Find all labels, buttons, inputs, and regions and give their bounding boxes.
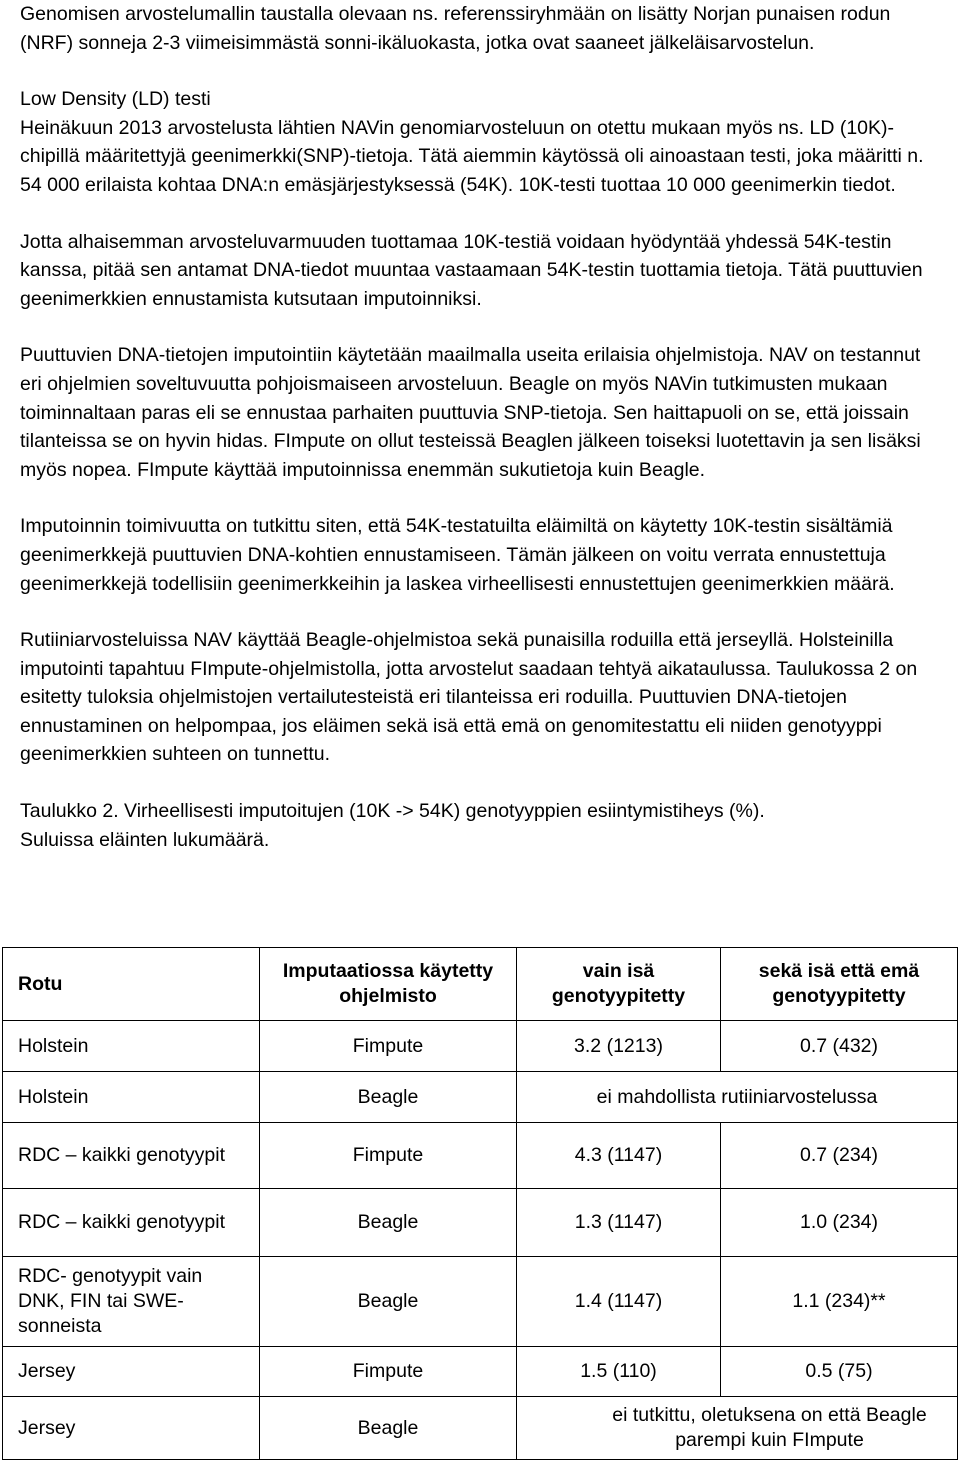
- results-table: [2, 947, 958, 1460]
- cell-breed: RDC – kaikki genotyypit: [3, 1123, 260, 1189]
- cell-software: Beagle: [260, 1257, 517, 1347]
- cell-breed: RDC- genotyypit vain DNK, FIN tai SWE-sonneista: [3, 1257, 260, 1347]
- paragraph-software: Puuttuvien DNA-tietojen imputointiin käytetään maailmalla useita erilaisia ohjelmistoja. NAV on testannut eri ohjelmien soveltuvuutta pohjoismaiseen arvosteluun. Beagle on myös NAVin tutkimusten mukaan toiminnaltaan paras eli se ennustaa parhaiten puuttuvia SNP-tietoja. Sen haittapuoli on se, että joissain tilanteissa se on hyvin hidas. FImpute on ollut testeissä Beaglen jälkeen toiseksi luotettavin ja sen lisäksi myös nopea. FImpute käyttää imputoinnissa enemmän sukutietoja kuin Beagle.: [20, 344, 921, 481]
- cell-sire-and-dam: 0.7 (432): [721, 1021, 958, 1072]
- cell-sire-only: 1.4 (1147): [517, 1257, 721, 1347]
- cell-breed: Holstein: [3, 1072, 260, 1123]
- paragraph-imputation: Jotta alhaisemman arvosteluvarmuuden tuottamaa 10K-testiä voidaan hyödyntää yhdessä 54K-testin kanssa, pitää sen antamat DNA-tiedot muuntaa vastaamaan 54K-testin tuottamia tietoja. Tätä puuttuvien geenimerkkien ennustamista kutsutaan imputoinniksi.: [20, 230, 923, 310]
- cell-breed: Jersey: [3, 1397, 260, 1460]
- paragraph-testing: Imputoinnin toimivuutta on tutkittu siten, että 54K-testatuilta eläimiltä on käytetty 10K-testin sisältämiä geenimerkkejä puuttuvien DNA-kohtien ennustamiseen. Tämän jälkeen on voitu verrata ennustettuja geenimerkkejä todellisiin geenimerkkeihin ja laskea virheellisesti ennustettujen geenimerkkien määrä.: [20, 515, 895, 595]
- table-row: [3, 1072, 958, 1123]
- paragraph-intro: Genomisen arvostelumallin taustalla olevaan ns. referenssiryhmään on lisätty Norjan punaisen rodun (NRF) sonneja 2-3 viimeisimmästä sonni-ikäluokasta, jotka ovat saaneet jälkeläisarvostelun.: [20, 3, 891, 54]
- cell-breed: Jersey: [3, 1347, 260, 1397]
- cell-sire-and-dam: 1.1 (234)**: [721, 1257, 958, 1347]
- cell-sire-and-dam: 0.7 (234): [721, 1123, 958, 1189]
- cell-breed: Holstein: [3, 1021, 260, 1072]
- table-row: [3, 1257, 958, 1347]
- cell-software: Beagle: [260, 1397, 517, 1460]
- cell-software: Beagle: [260, 1189, 517, 1257]
- cell-software: Beagle: [260, 1072, 517, 1123]
- table-row: [3, 1021, 958, 1072]
- cell-sire-only: 4.3 (1147): [517, 1123, 721, 1189]
- header-breed: Rotu: [3, 948, 260, 1021]
- section-heading-ld-test: Low Density (LD) testi: [20, 88, 211, 111]
- paragraph-ld-test: Heinäkuun 2013 arvostelusta lähtien NAVin genomiarvosteluun on otettu mukaan myös ns. LD (10K)-chipillä määritettyjä geenimerkki(SNP)-tietoja. Tätä aiemmin käytössä oli ainoastaan testi, joka määritti n. 54 000 erilaista kohtaa DNA:n emäsjärjestyksessä (54K). 10K-testi tuottaa 10 000 geenimerkin tiedot.: [20, 116, 924, 196]
- table-caption-line2: Suluissa eläinten lukumäärä.: [20, 828, 270, 851]
- cell-note: ei mahdollista rutiiniarvostelussa: [517, 1072, 958, 1123]
- cell-breed: RDC – kaikki genotyypit: [3, 1189, 260, 1257]
- table-row: [3, 1189, 958, 1257]
- cell-software: Fimpute: [260, 1021, 517, 1072]
- table-row: [3, 1123, 958, 1189]
- cell-sire-and-dam: 1.0 (234): [721, 1189, 958, 1257]
- header-sire-and-dam: sekä isä että emä genotyypitetty: [721, 948, 958, 1021]
- cell-sire-only: 1.5 (110): [517, 1347, 721, 1397]
- header-software: Imputaatiossa käytetty ohjelmisto: [260, 948, 517, 1021]
- table-caption-line1: Taulukko 2. Virheellisesti imputoitujen (10K -> 54K) genotyyppien esiintymistiheys (%).: [20, 800, 765, 823]
- cell-software: Fimpute: [260, 1123, 517, 1189]
- table-row: [3, 1347, 958, 1397]
- table-row: [3, 1397, 958, 1460]
- cell-sire-only: 3.2 (1213): [517, 1021, 721, 1072]
- cell-software: Fimpute: [260, 1347, 517, 1397]
- table-header-row: [3, 948, 958, 1021]
- header-sire-only: vain isä genotyypitetty: [517, 948, 721, 1021]
- cell-note: ei tutkittu, oletuksena on että Beagle parempi kuin FImpute: [517, 1397, 958, 1460]
- table-caption: [20, 797, 940, 854]
- cell-sire-only: 1.3 (1147): [517, 1189, 721, 1257]
- paragraph-routine: Rutiiniarvosteluissa NAV käyttää Beagle-ohjelmistoa sekä punaisilla roduilla että jerseyllä. Holsteinilla imputointi tapahtuu FImpute-ohjelmistolla, jotta arvostelut saadaan tehtyä aikataulussa. Taulukossa 2 on esitetty tuloksia ohjelmistojen vertailutesteistä eri tilanteissa eri roduilla. Puuttuvien DNA-tietojen ennustaminen on helpompaa, jos eläimen sekä isä että emä on genomitestattu eli niiden genotyyppi geenimerkkien suhteen on tunnettu.: [20, 629, 918, 766]
- cell-sire-and-dam: 0.5 (75): [721, 1347, 958, 1397]
